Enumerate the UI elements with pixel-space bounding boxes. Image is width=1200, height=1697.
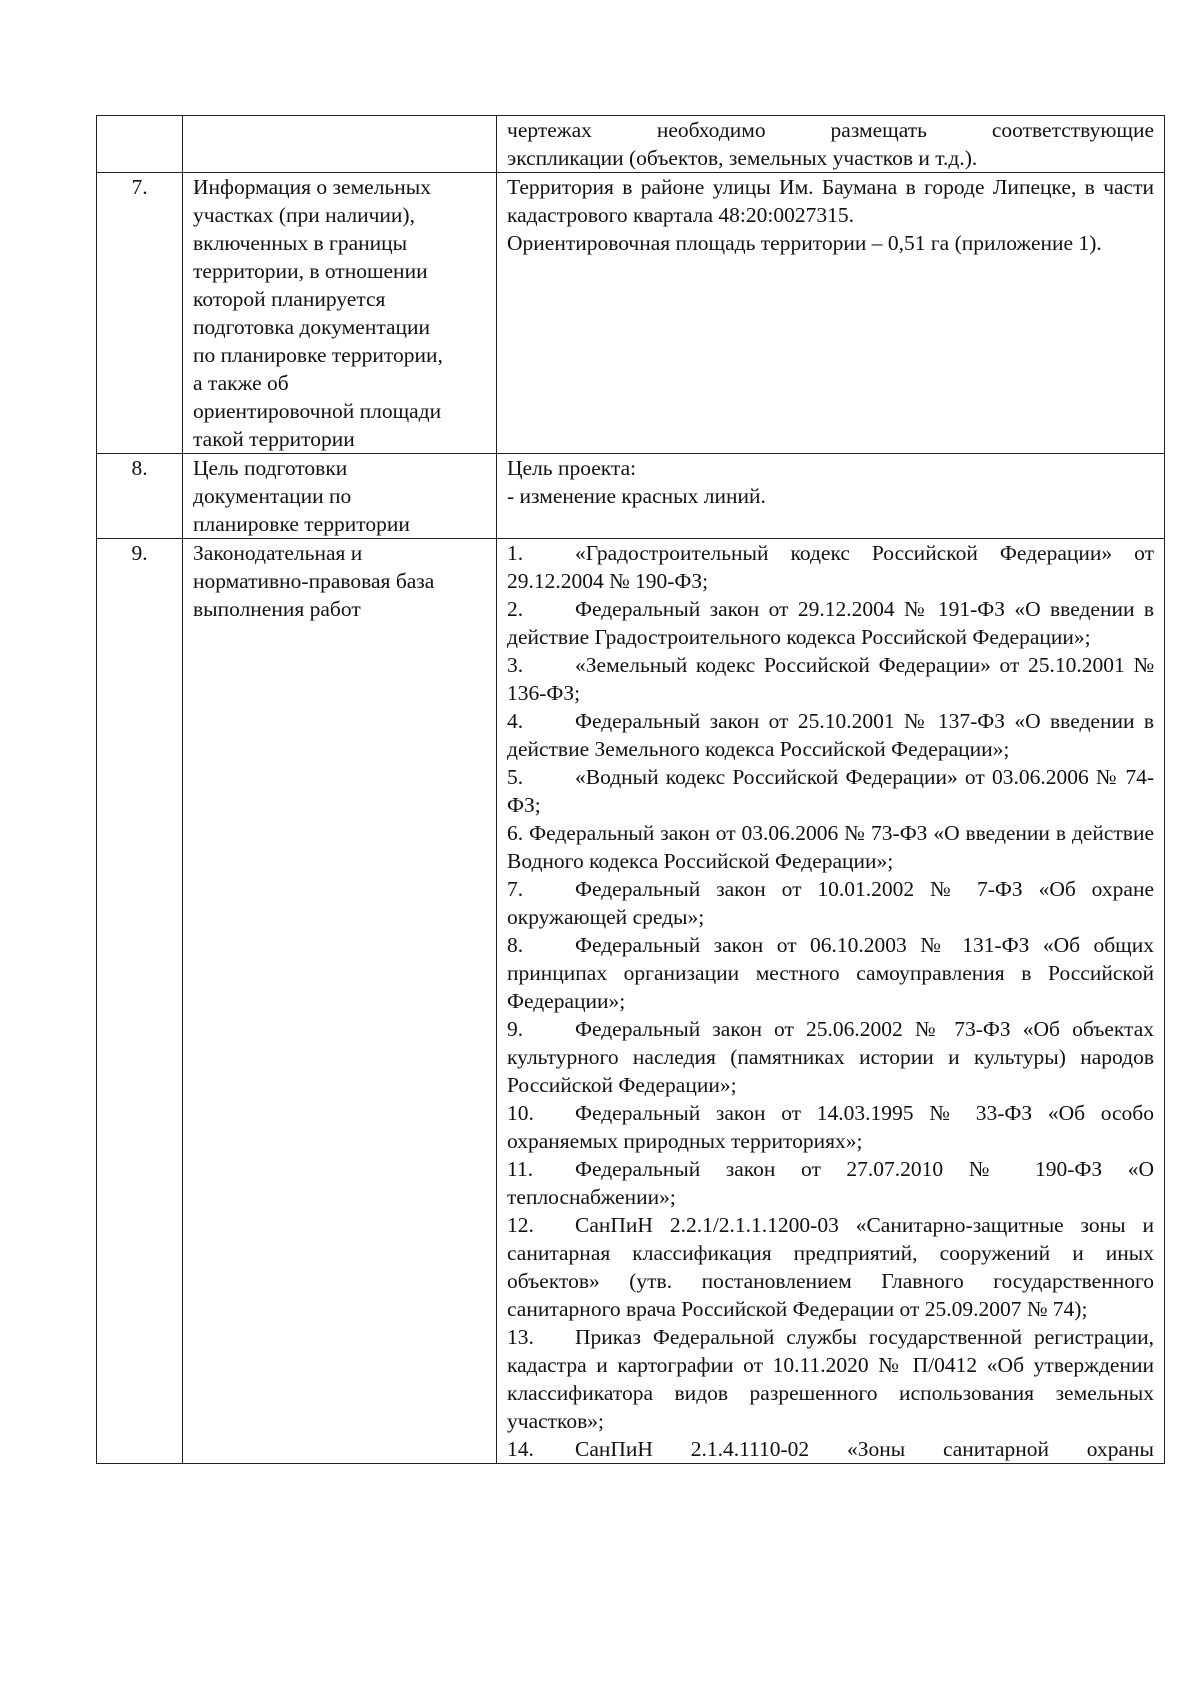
label-line: планировке территории	[193, 512, 410, 536]
label-line: Законодательная и	[193, 541, 363, 565]
legal-item-number: 9.	[507, 1017, 524, 1041]
legal-item-text: Федеральный закон от 10.01.2002 № 7-ФЗ «Об охране окружающей среды»;	[507, 877, 1154, 929]
legal-item-number: 7.	[507, 877, 524, 901]
table-row	[97, 116, 1165, 173]
content-line: чертежах необходимо размещать соответствующие	[507, 118, 1154, 142]
legal-item-text: «Водный кодекс Российской Федерации» от 03.06.2006 № 74-ФЗ;	[507, 765, 1154, 817]
label-line: участках (при наличии),	[193, 203, 415, 227]
label-line: территории, в отношении	[193, 259, 428, 283]
document-page	[96, 115, 1164, 1464]
legal-item	[507, 1323, 1154, 1435]
legal-item	[507, 1155, 1154, 1211]
table-row	[97, 539, 1165, 1464]
legal-item-text: СанПиН 2.2.1/2.1.1.1200-03 «Санитарно-защитные зоны и санитарная классификация предприятий, сооружений и иных объектов» (утв. постановлением Главного государственного санитарного врача Российской Федерации от 25.09.2007 № 74);	[507, 1213, 1154, 1321]
content-paragraph: Цель проекта:	[507, 456, 637, 480]
legal-item-number: 3.	[507, 653, 524, 677]
content-paragraph: Ориентировочная площадь территории – 0,51 га (приложение 1).	[507, 231, 1102, 255]
legal-item-text: СанПиН 2.1.4.1110-02 «Зоны санитарной охраны	[575, 1437, 1154, 1461]
legal-item-number: 2.	[507, 597, 524, 621]
legal-item-number: 10.	[507, 1101, 534, 1125]
label-line: ориентировочной площади	[193, 399, 442, 423]
label-line: нормативно-правовая база	[193, 569, 435, 593]
label-line: подготовка документации	[193, 315, 431, 339]
legal-item-text: Федеральный закон от 27.07.2010 № 190-ФЗ «О теплоснабжении»;	[507, 1157, 1154, 1209]
row-content	[497, 173, 1165, 454]
row-label	[183, 539, 497, 1464]
legal-item	[507, 539, 1154, 595]
row-number: 7.	[97, 173, 183, 454]
legal-item	[507, 931, 1154, 1015]
table-row	[97, 454, 1165, 539]
legal-item	[507, 819, 1154, 875]
legal-item	[507, 1435, 1154, 1463]
row-label	[183, 173, 497, 454]
legal-item-text: Федеральный закон от 14.03.1995 № 33-ФЗ «Об особо охраняемых природных территориях»;	[507, 1101, 1154, 1153]
legal-item	[507, 1099, 1154, 1155]
legal-item-text: Федеральный закон от 06.10.2003 № 131-ФЗ «Об общих принципах организации местного самоуправления в Российской Федерации»;	[507, 933, 1154, 1013]
label-line: по планировке территории,	[193, 343, 443, 367]
legal-item-number: 13.	[507, 1325, 534, 1349]
legal-item-number: 5.	[507, 765, 524, 789]
legal-item-text: Федеральный закон от 29.12.2004 № 191-ФЗ «О введении в действие Градостроительного кодекса Российской Федерации»;	[507, 597, 1154, 649]
content-paragraph: - изменение красных линий.	[507, 484, 766, 508]
legal-item	[507, 1211, 1154, 1323]
legal-item-number: 8.	[507, 933, 524, 957]
content-line: экспликации (объектов, земельных участков и т.д.).	[507, 146, 978, 170]
legal-basis-list	[497, 539, 1165, 1464]
legal-item	[507, 707, 1154, 763]
legal-item	[507, 763, 1154, 819]
legal-item-number: 12.	[507, 1213, 534, 1237]
label-line: документации по	[193, 484, 352, 508]
legal-item	[507, 595, 1154, 651]
row-number: 9.	[97, 539, 183, 1464]
legal-item-text: Федеральный закон от 25.06.2002 № 73-ФЗ «Об объектах культурного наследия (памятниках истории и культуры) народов Российской Федерации»;	[507, 1017, 1154, 1097]
label-line: Цель подготовки	[193, 456, 348, 480]
content-paragraph: Территория в районе улицы Им. Баумана в городе Липецке, в части кадастрового квартала 48:20:0027315.	[507, 175, 1154, 227]
label-line: такой территории	[193, 427, 355, 451]
label-line: которой планируется	[193, 287, 386, 311]
legal-item-text: «Градостроительный кодекс Российской Федерации» от 29.12.2004 № 190-ФЗ;	[507, 541, 1154, 593]
row-label	[183, 116, 497, 173]
legal-item-text: Приказ Федеральной службы государственной регистрации, кадастра и картографии от 10.11.2020 № П/0412 «Об утверждении классификатора видов разрешенного использования земельных участков»;	[507, 1325, 1154, 1433]
legal-item-number: 6.	[507, 821, 524, 845]
row-label	[183, 454, 497, 539]
row-number: 8.	[97, 454, 183, 539]
legal-item-text: «Земельный кодекс Российской Федерации» от 25.10.2001 № 136-ФЗ;	[507, 653, 1154, 705]
terms-table	[96, 115, 1165, 1464]
terms-table-body	[97, 116, 1165, 1464]
legal-item-number: 4.	[507, 709, 524, 733]
legal-item-number: 1.	[507, 541, 524, 565]
table-row	[97, 173, 1165, 454]
row-content	[497, 454, 1165, 539]
legal-item-number: 11.	[507, 1157, 534, 1181]
label-line: включенных в границы	[193, 231, 408, 255]
label-line: Информация о земельных	[193, 175, 431, 199]
legal-item	[507, 1015, 1154, 1099]
label-line: выполнения работ	[193, 597, 361, 621]
legal-item-text: Федеральный закон от 03.06.2006 № 73-ФЗ «О введении в действие Водного кодекса Российской Федерации»;	[507, 821, 1154, 873]
legal-item	[507, 875, 1154, 931]
legal-item-text: Федеральный закон от 25.10.2001 № 137-ФЗ «О введении в действие Земельного кодекса Российской Федерации»;	[507, 709, 1154, 761]
label-line: а также об	[193, 371, 289, 395]
row-number	[97, 116, 183, 173]
legal-item-number: 14.	[507, 1437, 534, 1461]
row-content	[497, 116, 1165, 173]
legal-item	[507, 651, 1154, 707]
